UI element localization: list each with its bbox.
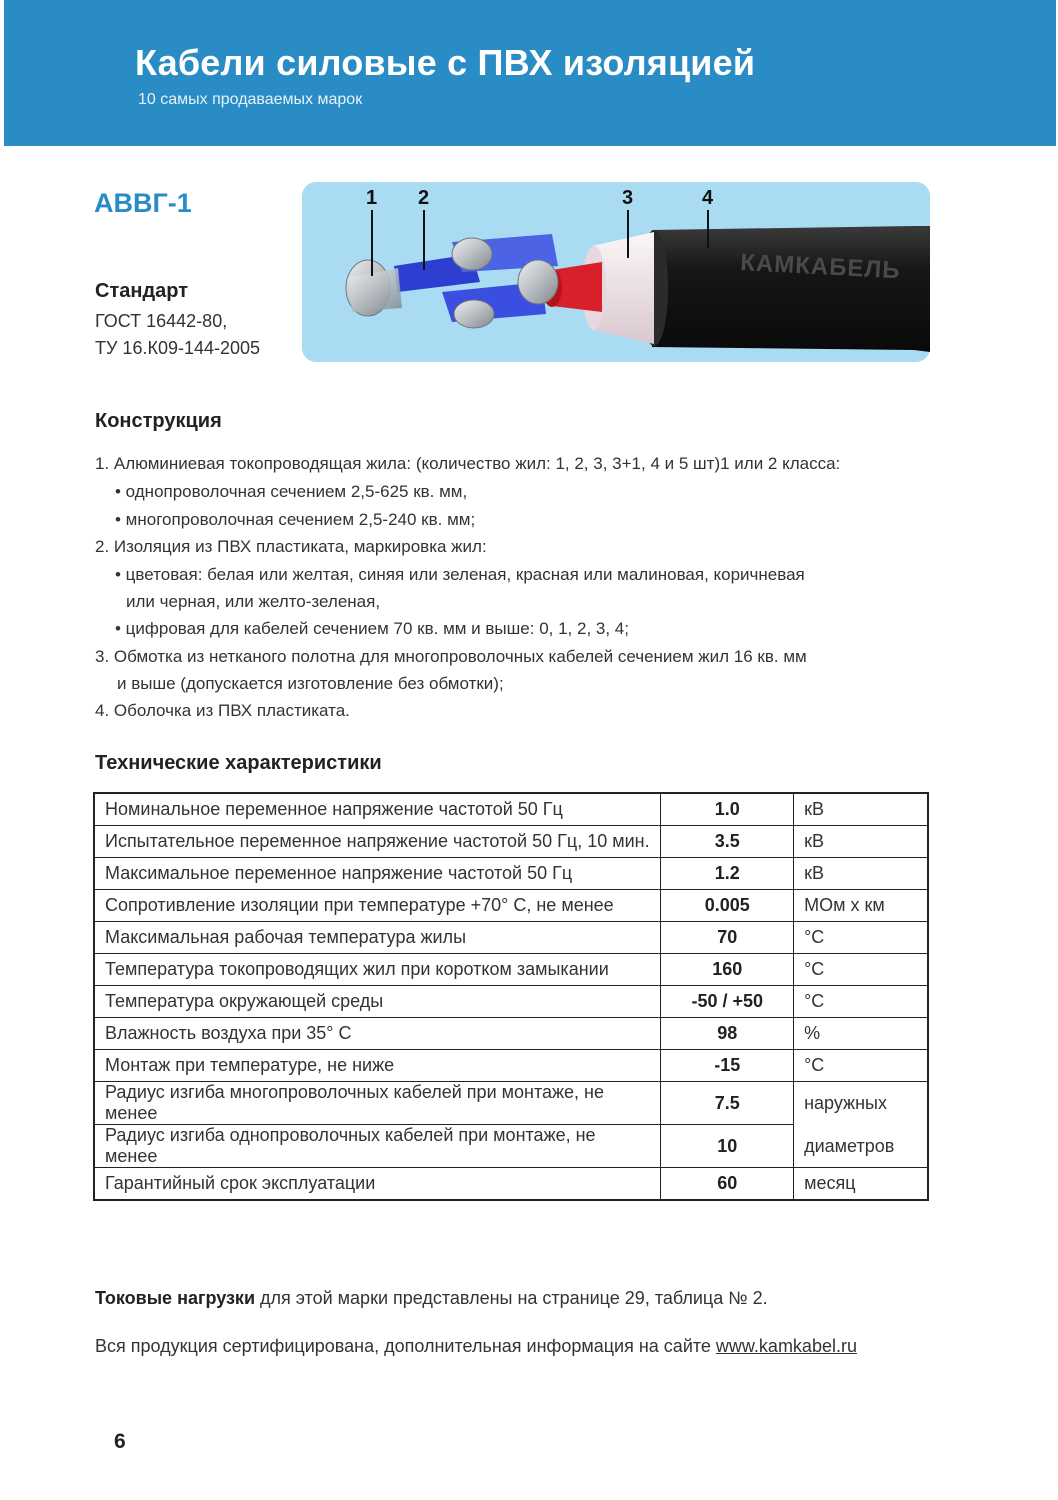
spec-param: Температура окружающей среды bbox=[94, 986, 661, 1018]
website-link[interactable]: www.kamkabel.ru bbox=[715, 1336, 857, 1356]
table-row bbox=[94, 890, 928, 922]
specs-table bbox=[93, 792, 929, 1201]
spec-param: Сопротивление изоляции при температуре +70° С, не менее bbox=[94, 890, 661, 922]
standard-gost: ГОСТ 16442-80, bbox=[95, 311, 228, 331]
table-row bbox=[94, 1168, 928, 1201]
spec-param: Испытательное переменное напряжение частотой 50 Гц, 10 мин. bbox=[94, 826, 661, 858]
spec-value: 98 bbox=[661, 1018, 794, 1050]
spec-unit: кВ bbox=[794, 793, 928, 826]
spec-value: -50 / +50 bbox=[661, 986, 794, 1018]
standard-heading: Стандарт bbox=[95, 280, 189, 302]
certification-text: Вся продукция сертифицирована, дополнительная информация на сайте bbox=[95, 1336, 716, 1356]
construction-line: • многопроволочная сечением 2,5-240 кв. мм; bbox=[115, 510, 476, 529]
construction-line: • цифровая для кабелей сечением 70 кв. мм и выше: 0, 1, 2, 3, 4; bbox=[115, 619, 629, 638]
construction-line: • однопроволочная сечением 2,5-625 кв. мм, bbox=[115, 482, 468, 501]
table-row bbox=[94, 1018, 928, 1050]
table-row bbox=[94, 858, 928, 890]
spec-param: Радиус изгиба однопроволочных кабелей при монтаже, не менее bbox=[94, 1125, 661, 1168]
spec-unit: °С bbox=[794, 922, 928, 954]
spec-value: 3.5 bbox=[661, 826, 794, 858]
spec-value: 60 bbox=[661, 1168, 794, 1201]
table-row bbox=[94, 1050, 928, 1082]
construction-line: или черная, или желто-зеленая, bbox=[126, 592, 381, 611]
spec-value: 10 bbox=[661, 1125, 794, 1168]
callout-1: 1 bbox=[366, 187, 378, 209]
spec-value: 7.5 bbox=[661, 1082, 794, 1125]
specs-heading: Технические характеристики bbox=[95, 752, 382, 774]
construction-line: 1. Алюминиевая токопроводящая жила: (количество жил: 1, 2, 3, 3+1, 4 и 5 шт)1 или 2 класса: bbox=[95, 454, 841, 473]
spec-unit: МОм х км bbox=[794, 890, 928, 922]
spec-value: 70 bbox=[661, 922, 794, 954]
spec-unit: % bbox=[794, 1018, 928, 1050]
conductor-3 bbox=[518, 260, 558, 304]
construction-heading: Конструкция bbox=[95, 410, 222, 432]
spec-value: -15 bbox=[661, 1050, 794, 1082]
standard-tu: ТУ 16.К09-144-2005 bbox=[95, 338, 261, 358]
callout-4: 4 bbox=[702, 187, 714, 209]
spec-unit: кВ bbox=[794, 826, 928, 858]
page-number: 6 bbox=[114, 1430, 126, 1453]
construction-line: 4. Оболочка из ПВХ пластиката. bbox=[95, 701, 350, 720]
spec-param: Влажность воздуха при 35° С bbox=[94, 1018, 661, 1050]
spec-value: 1.0 bbox=[661, 793, 794, 826]
page-title: Кабели силовые с ПВХ изоляцией bbox=[135, 42, 756, 83]
page-subtitle: 10 самых продаваемых марок bbox=[138, 91, 363, 108]
table-row bbox=[94, 1125, 928, 1168]
spec-param: Радиус изгиба многопроволочных кабелей при монтаже, не менее bbox=[94, 1082, 661, 1125]
table-row bbox=[94, 1082, 928, 1125]
certification-note bbox=[95, 1336, 857, 1357]
spec-unit: диаметров bbox=[794, 1125, 928, 1168]
conductor-2 bbox=[452, 238, 492, 270]
spec-value: 0.005 bbox=[661, 890, 794, 922]
spec-value: 160 bbox=[661, 954, 794, 986]
construction-line: • цветовая: белая или желтая, синяя или зеленая, красная или малиновая, коричневая bbox=[115, 565, 805, 584]
header-banner bbox=[4, 0, 1056, 146]
table-row bbox=[94, 793, 928, 826]
spec-param: Гарантийный срок эксплуатации bbox=[94, 1168, 661, 1201]
callout-3: 3 bbox=[622, 187, 634, 209]
table-row bbox=[94, 826, 928, 858]
construction-line: и выше (допускается изготовление без обмотки); bbox=[117, 674, 504, 693]
current-loads-text: для этой марки представлены на странице 29, таблица № 2. bbox=[255, 1288, 768, 1308]
spec-unit: °С bbox=[794, 954, 928, 986]
table-row bbox=[94, 986, 928, 1018]
outer-sheath bbox=[652, 226, 930, 352]
spec-param: Монтаж при температуре, не ниже bbox=[94, 1050, 661, 1082]
cable-illustration bbox=[302, 182, 930, 362]
spec-value: 1.2 bbox=[661, 858, 794, 890]
spec-unit: °С bbox=[794, 1050, 928, 1082]
spec-unit: кВ bbox=[794, 858, 928, 890]
product-brand: АВВГ-1 bbox=[94, 188, 192, 218]
callout-2: 2 bbox=[418, 187, 430, 209]
table-row bbox=[94, 954, 928, 986]
spec-param: Максимальная рабочая температура жилы bbox=[94, 922, 661, 954]
spec-unit: месяц bbox=[794, 1168, 928, 1201]
construction-line: 2. Изоляция из ПВХ пластиката, маркировка жил: bbox=[95, 537, 487, 556]
sheath-text: КАМКАБЕЛЬ bbox=[739, 249, 902, 285]
spec-param: Температура токопроводящих жил при коротком замыкании bbox=[94, 954, 661, 986]
current-loads-label: Токовые нагрузки bbox=[95, 1288, 256, 1308]
table-row bbox=[94, 922, 928, 954]
spec-unit: наружных bbox=[794, 1082, 928, 1125]
conductor-4 bbox=[454, 300, 494, 328]
spec-param: Номинальное переменное напряжение частотой 50 Гц bbox=[94, 793, 661, 826]
spec-param: Максимальное переменное напряжение частотой 50 Гц bbox=[94, 858, 661, 890]
spec-unit: °С bbox=[794, 986, 928, 1018]
construction-line: 3. Обмотка из нетканого полотна для многопроволочных кабелей сечением жил 16 кв. мм bbox=[95, 647, 807, 666]
current-loads-note bbox=[95, 1288, 768, 1309]
